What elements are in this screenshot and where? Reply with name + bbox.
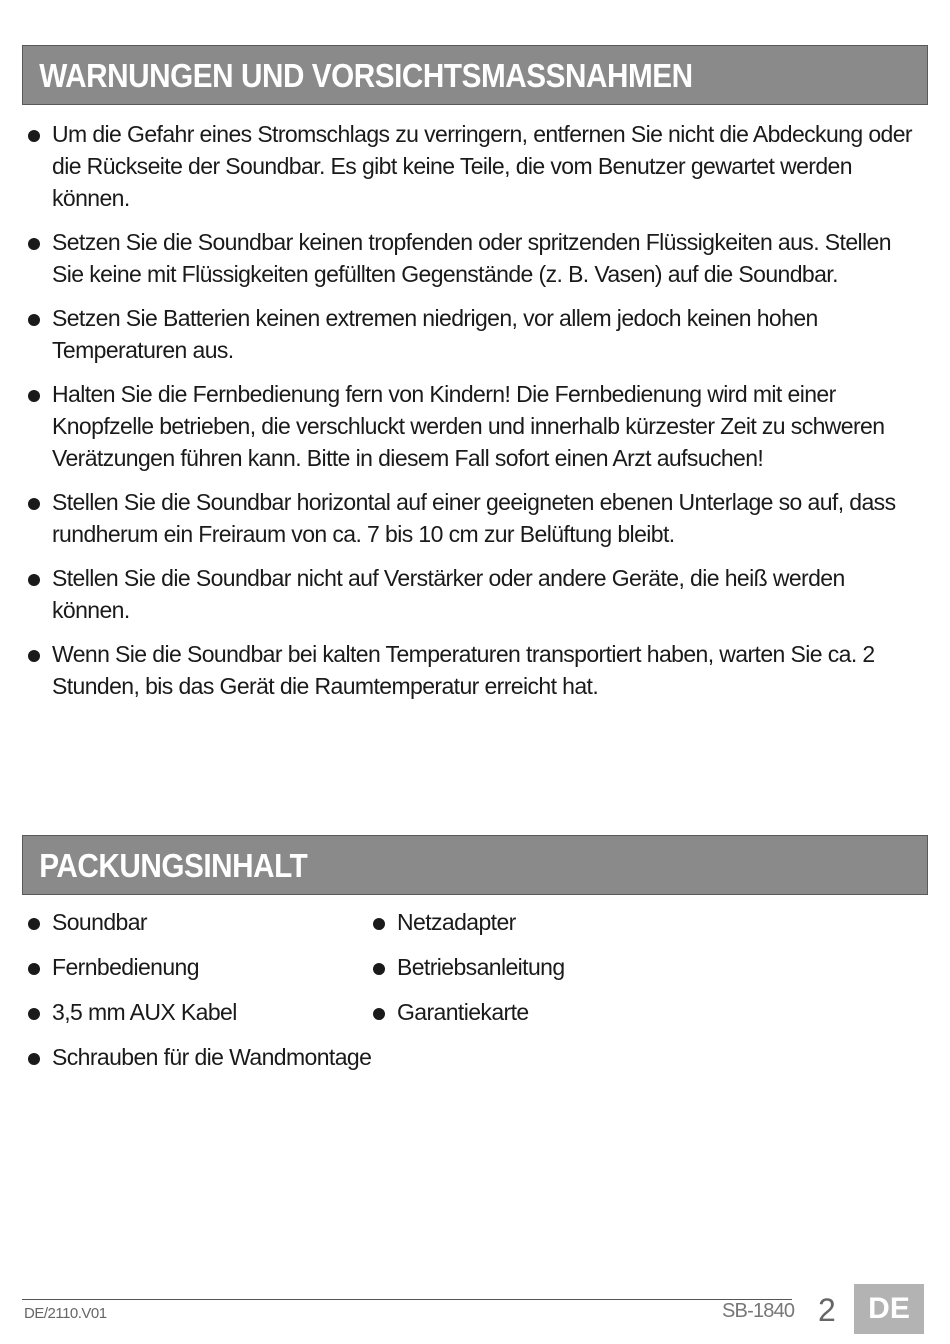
bullet-icon [28,574,40,586]
bullet-icon [28,650,40,662]
warning-item [28,378,928,474]
package-item [373,996,529,1028]
warning-item [28,302,928,366]
bullet-icon [28,130,40,142]
warning-text: Setzen Sie Batterien keinen extremen niedrigen, vor allem jedoch keinen hohen Temperaturen aus. [52,305,818,363]
bullet-icon [373,918,385,930]
warnings-header [22,45,928,105]
warning-item [28,226,928,290]
warning-item [28,486,928,550]
warnings-list [28,118,928,714]
bullet-icon [28,1053,40,1065]
language-badge: DE [854,1284,924,1334]
warning-item [28,638,928,702]
package-item [373,951,565,983]
package-title: PACKUNGSINHALT [39,847,308,884]
footer-divider [22,1299,792,1300]
package-item [28,1041,371,1073]
bullet-icon [28,238,40,250]
document-code: DE/2110.V01 [24,1305,107,1322]
warning-item [28,562,928,626]
package-item-text: 3,5 mm AUX Kabel [52,999,237,1025]
warning-text: Setzen Sie die Soundbar keinen tropfenden oder spritzenden Flüssigkeiten aus. Stellen Sie keine mit Flüssigkeiten gefüllten Gegenstände (z. B. Vasen) auf die Soundbar. [52,229,891,287]
package-item [373,906,516,938]
model-number: SB-1840 [722,1300,795,1322]
bullet-icon [28,963,40,975]
bullet-icon [373,1008,385,1020]
package-header [22,835,928,895]
package-item-text: Garantiekarte [397,999,529,1025]
package-list [28,906,908,1096]
bullet-icon [28,1008,40,1020]
page-number: 2 [818,1292,836,1328]
package-item-text: Fernbedienung [52,954,199,980]
bullet-icon [28,918,40,930]
package-item [28,951,199,983]
warning-text: Um die Gefahr eines Stromschlags zu verringern, entfernen Sie nicht die Abdeckung oder die Rückseite der Soundbar. Es gibt keine Teile, die vom Benutzer gewartet werden können. [52,121,912,211]
package-item [28,996,237,1028]
bullet-icon [28,314,40,326]
bullet-icon [373,963,385,975]
bullet-icon [28,390,40,402]
package-item-text: Soundbar [52,909,147,935]
package-item [28,906,147,938]
warnings-title: WARNUNGEN UND VORSICHTSMASSNAHMEN [39,57,693,94]
warning-text: Wenn Sie die Soundbar bei kalten Temperaturen transportiert haben, warten Sie ca. 2 Stunden, bis das Gerät die Raumtemperatur erreicht hat. [52,641,875,699]
bullet-icon [28,498,40,510]
warning-item [28,118,928,214]
package-item-text: Betriebsanleitung [397,954,565,980]
warning-text: Stellen Sie die Soundbar horizontal auf einer geeigneten ebenen Unterlage so auf, dass rundherum ein Freiraum von ca. 7 bis 10 cm zur Belüftung bleibt. [52,489,896,547]
package-item-text: Netzadapter [397,909,516,935]
warning-text: Halten Sie die Fernbedienung fern von Kindern! Die Fernbedienung wird mit einer Knopfzelle betrieben, die verschluckt werden und innerhalb kürzester Zeit zu schweren Verätzungen führen kann. Bitte in diesem Fall sofort einen Arzt aufsuchen! [52,381,885,471]
package-item-text: Schrauben für die Wandmontage [52,1044,372,1070]
warning-text: Stellen Sie die Soundbar nicht auf Verstärker oder andere Geräte, die heiß werden können. [52,565,845,623]
